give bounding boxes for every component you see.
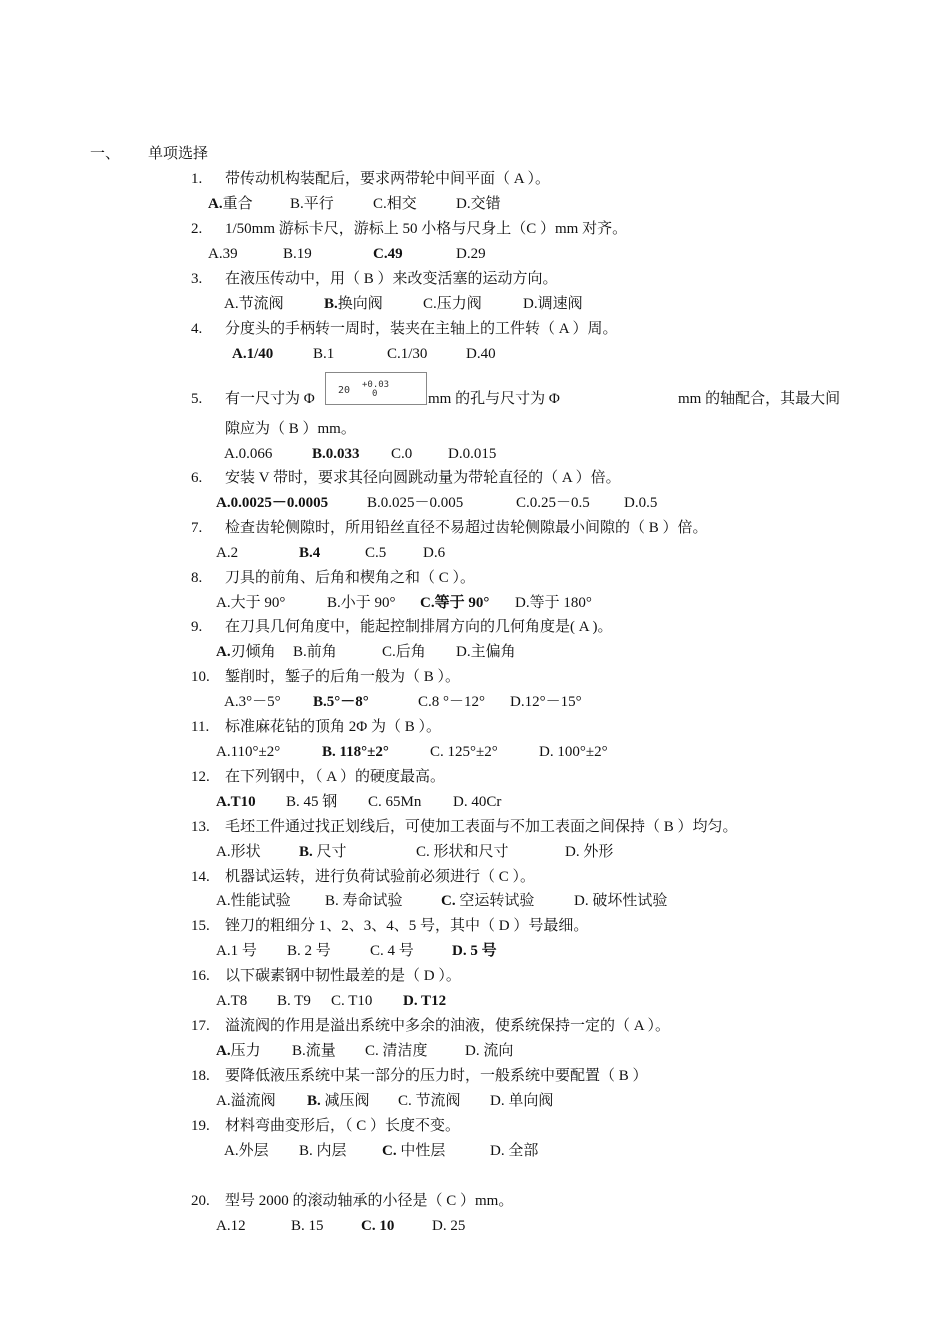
question-text: 1/50mm 游标卡尺，游标上 50 小格与尺身上（C ）mm 对齐。 xyxy=(225,221,628,237)
answer-option: B. 45 钢 xyxy=(286,794,338,810)
answer-option: D. 25 xyxy=(432,1218,466,1234)
tolerance-lower: 0 xyxy=(372,389,378,399)
answer-option: D.40 xyxy=(466,346,496,362)
answer-option: C.0 xyxy=(391,446,413,462)
correct-answer-label: A. xyxy=(216,644,231,660)
question-text: 錾削时，錾子的后角一般为（ B ）。 xyxy=(225,669,461,685)
answer-option: A.0.0025－0.0005 xyxy=(216,495,329,511)
answer-option: D.交错 xyxy=(456,196,501,212)
answer-option: C.8 °－12° xyxy=(418,694,486,710)
answer-option: B.1 xyxy=(313,346,335,362)
question-number: 9. xyxy=(191,619,203,635)
answer-option: A.1 号 xyxy=(216,943,257,959)
answer-option: B. 尺寸 xyxy=(299,844,347,860)
answer-option: A.外层 xyxy=(224,1143,269,1159)
question-number: 15. xyxy=(191,918,210,934)
question-number: 8. xyxy=(191,570,203,586)
answer-option: B.换向阀 xyxy=(324,296,383,312)
answer-option: D. 5 号 xyxy=(452,943,497,959)
answer-option: A.溢流阀 xyxy=(216,1093,276,1109)
question-text: 在液压传动中，用（ B ）来改变活塞的运动方向。 xyxy=(225,271,558,287)
question-text: 要降低液压系统中某一部分的压力时，一般系统中要配置（ B ） xyxy=(225,1068,648,1084)
tolerance-upper: +0.03 xyxy=(362,380,390,390)
answer-option: A.2 xyxy=(216,545,239,561)
question-text: 在下列钢中，（ A ）的硬度最高。 xyxy=(225,769,446,785)
answer-option: B.0.025－0.005 xyxy=(367,495,464,511)
question-number: 19. xyxy=(191,1118,210,1134)
question-text: 型号 2000 的滚动轴承的小径是（ C ）mm。 xyxy=(225,1193,514,1209)
answer-option: D.6 xyxy=(423,545,446,561)
answer-option: B.流量 xyxy=(292,1043,336,1059)
question-number: 5. xyxy=(191,391,203,407)
answer-option: A.形状 xyxy=(216,844,261,860)
answer-option: B. 寿命试验 xyxy=(325,893,403,909)
answer-option: C.5 xyxy=(365,545,387,561)
answer-option: A.重合 xyxy=(208,196,253,212)
question-number: 1. xyxy=(191,171,203,187)
answer-option: A.12 xyxy=(216,1218,246,1234)
answer-option: C.49 xyxy=(373,246,403,262)
answer-option: B.19 xyxy=(283,246,312,262)
answer-option: B. T9 xyxy=(277,993,311,1009)
question-text: 毛坯工件通过找正划线后，可使加工表面与不加工表面之间保持（ B ）均匀。 xyxy=(225,819,738,835)
question-text: 在刀具几何角度中，能起控制排屑方向的几何角度是( A )。 xyxy=(225,619,613,635)
correct-answer-label: C. xyxy=(441,893,456,909)
answer-option: B. 减压阀 xyxy=(307,1093,370,1109)
answer-option: D.12°－15° xyxy=(510,694,582,710)
question-text: 溢流阀的作用是溢出系统中多余的油液，使系统保持一定的（ A ）。 xyxy=(225,1018,671,1034)
answer-option: A.压力 xyxy=(216,1043,261,1059)
answer-option: C. 节流阀 xyxy=(398,1093,461,1109)
answer-option: A.3°－5° xyxy=(224,694,281,710)
question-text: mm 的轴配合，其最大间 xyxy=(678,391,841,407)
answer-option: C.相交 xyxy=(373,196,417,212)
answer-option: D.29 xyxy=(456,246,486,262)
answer-option: A.刃倾角 xyxy=(216,644,276,660)
answer-option: A.T8 xyxy=(216,993,248,1009)
question-text: 带传动机构装配后，要求两带轮中间平面（ A ）。 xyxy=(225,171,551,187)
question-number: 12. xyxy=(191,769,210,785)
question-number: 17. xyxy=(191,1018,210,1034)
correct-answer-label: A. xyxy=(208,196,223,212)
answer-option: C. T10 xyxy=(331,993,373,1009)
answer-option: B.0.033 xyxy=(312,446,360,462)
question-number: 6. xyxy=(191,470,203,486)
answer-option: C.压力阀 xyxy=(423,296,482,312)
answer-option: C.1/30 xyxy=(387,346,428,362)
tolerance-figure xyxy=(325,372,427,405)
answer-option: A.110°±2° xyxy=(216,744,281,760)
answer-option: C. 125°±2° xyxy=(430,744,498,760)
question-text: mm 的孔与尺寸为 Φ xyxy=(428,391,560,407)
answer-option: D. 40Cr xyxy=(453,794,502,810)
question-number: 2. xyxy=(191,221,203,237)
answer-option: A.1/40 xyxy=(232,346,274,362)
answer-option: A.T10 xyxy=(216,794,256,810)
question-number: 10. xyxy=(191,669,210,685)
answer-option: C. 形状和尺寸 xyxy=(416,844,509,860)
answer-option: A.性能试验 xyxy=(216,893,291,909)
question-text: 锉刀的粗细分 1、2、3、4、5 号，其中（ D ）号最细。 xyxy=(225,918,589,934)
answer-option: C.后角 xyxy=(382,644,426,660)
answer-option: D.0.5 xyxy=(624,495,658,511)
question-number: 3. xyxy=(191,271,203,287)
answer-option: C.0.25－0.5 xyxy=(516,495,590,511)
question-number: 11. xyxy=(191,719,210,735)
question-text: 机器试运转，进行负荷试验前必须进行（ C ）。 xyxy=(225,869,536,885)
question-text: 安装 V 带时，要求其径向圆跳动量为带轮直径的（ A ）倍。 xyxy=(225,470,621,486)
answer-option: D.等于 180° xyxy=(515,595,592,611)
question-text: 分度头的手柄转一周时，装夹在主轴上的工件转（ A ）周。 xyxy=(225,321,618,337)
answer-option: B. 118°±2° xyxy=(322,744,389,760)
tolerance-base: 20 xyxy=(338,385,351,396)
answer-option: C. 中性层 xyxy=(382,1143,446,1159)
section-title: 单项选择 xyxy=(148,146,209,162)
answer-option: B.4 xyxy=(299,545,321,561)
question-text: 以下碳素钢中韧性最差的是（ D ）。 xyxy=(225,968,461,984)
answer-option: B.5°－8° xyxy=(313,694,369,710)
answer-option: A.大于 90° xyxy=(216,595,286,611)
answer-option: B. 15 xyxy=(291,1218,324,1234)
question-number: 20. xyxy=(191,1193,210,1209)
answer-option: D.0.015 xyxy=(448,446,497,462)
question-text: 有一尺寸为 Φ xyxy=(225,391,315,407)
answer-option: A.39 xyxy=(208,246,238,262)
answer-option: D. 单向阀 xyxy=(490,1093,554,1109)
answer-option: D. T12 xyxy=(403,993,447,1009)
question-number: 7. xyxy=(191,520,203,536)
question-text: 刀具的前角、后角和楔角之和（ C ）。 xyxy=(225,570,476,586)
answer-option: C. 4 号 xyxy=(370,943,414,959)
question-number: 14. xyxy=(191,869,210,885)
question-text-continued: 隙应为（ B ）mm。 xyxy=(225,421,356,437)
answer-option: D. 外形 xyxy=(565,844,614,860)
answer-option: D. 流向 xyxy=(465,1043,514,1059)
answer-option: D. 破坏性试验 xyxy=(574,893,668,909)
answer-option: B.前角 xyxy=(293,644,337,660)
answer-option: C.等于 90° xyxy=(420,595,490,611)
question-number: 16. xyxy=(191,968,210,984)
answer-option: A.0.066 xyxy=(224,446,273,462)
answer-option: D. 全部 xyxy=(490,1143,539,1159)
question-text: 标准麻花钻的顶角 2Φ 为（ B ）。 xyxy=(225,719,441,735)
answer-option: B. 内层 xyxy=(299,1143,347,1159)
question-number: 13. xyxy=(191,819,210,835)
answer-option: C. 10 xyxy=(361,1218,395,1234)
answer-option: B.平行 xyxy=(290,196,334,212)
answer-option: B. 2 号 xyxy=(287,943,331,959)
answer-option: D. 100°±2° xyxy=(539,744,608,760)
question-number: 18. xyxy=(191,1068,210,1084)
correct-answer-label: C. xyxy=(382,1143,397,1159)
question-text: 检查齿轮侧隙时，所用铅丝直径不易超过齿轮侧隙最小间隙的（ B ）倍。 xyxy=(225,520,708,536)
answer-option: C. 清洁度 xyxy=(365,1043,428,1059)
correct-answer-label: B. xyxy=(307,1093,321,1109)
correct-answer-label: B. xyxy=(299,844,313,860)
question-number: 4. xyxy=(191,321,203,337)
question-text: 材料弯曲变形后，（ C ）长度不变。 xyxy=(225,1118,461,1134)
correct-answer-label: B. xyxy=(324,296,338,312)
answer-option: C. 65Mn xyxy=(368,794,422,810)
answer-option: C. 空运转试验 xyxy=(441,893,535,909)
answer-option: A.节流阀 xyxy=(224,296,284,312)
section-number: 一、 xyxy=(90,146,121,162)
answer-option: B.小于 90° xyxy=(327,595,396,611)
correct-answer-label: A. xyxy=(216,1043,231,1059)
answer-option: D.主偏角 xyxy=(456,644,516,660)
answer-option: D.调速阀 xyxy=(523,296,583,312)
